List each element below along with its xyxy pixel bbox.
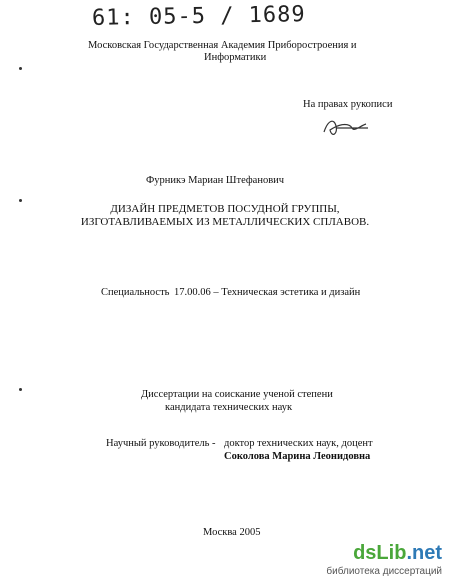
specialty-code: 17.00.06 – Техническая эстетика и дизайн — [174, 287, 361, 298]
handwritten-catalog-code: 61: 05-5 / 1689 — [91, 2, 306, 31]
thesis-title-line-1: ДИЗАЙН ПРЕДМЕТОВ ПОСУДНОЙ ГРУППЫ, — [110, 203, 340, 215]
supervisor-label: Научный руководитель - — [106, 438, 216, 449]
scan-speck — [19, 388, 22, 391]
logo-part-1: dsLib — [353, 542, 407, 564]
degree-line-1: Диссертации на соискание ученой степени — [141, 389, 333, 400]
supervisor-title: доктор технических наук, доцент — [224, 438, 373, 449]
scan-speck — [19, 67, 22, 70]
site-logo — [353, 542, 442, 565]
specialty-label: Специальность — [101, 287, 170, 298]
logo-part-2: .net — [406, 542, 442, 564]
org-line-1: Московская Государственная Академия Приборостроения и — [88, 40, 357, 51]
supervisor-name: Соколова Марина Леонидовна — [224, 451, 371, 462]
degree-line-2: кандидата технических наук — [165, 402, 293, 413]
rights-label: На правах рукописи — [303, 99, 393, 110]
place-year: Москва 2005 — [203, 527, 261, 538]
org-line-2: Информатики — [204, 52, 267, 63]
signature-image — [318, 114, 376, 140]
site-tagline: библиотека диссертаций — [326, 566, 442, 577]
author-name: Фурникэ Мариан Штефанович — [146, 175, 285, 186]
thesis-title-line-2: ИЗГОТАВЛИВАЕМЫХ ИЗ МЕТАЛЛИЧЕСКИХ СПЛАВОВ. — [80, 216, 370, 228]
watermark-overlay — [326, 540, 450, 582]
scan-speck — [19, 199, 22, 202]
